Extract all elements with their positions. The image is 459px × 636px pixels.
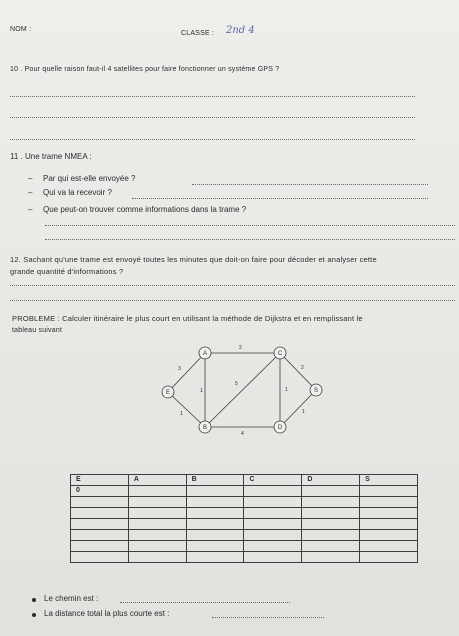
table-row <box>71 486 418 497</box>
bullet-icon <box>32 598 36 602</box>
table-cell <box>302 530 360 541</box>
table-header-cell: C <box>244 475 302 486</box>
classe-handwritten-value: 2nd 4 <box>226 25 255 36</box>
table-header-row <box>71 475 418 486</box>
table-cell <box>186 530 244 541</box>
answer-line <box>192 184 428 185</box>
table-cell <box>71 519 129 530</box>
table-cell <box>128 519 186 530</box>
table-cell <box>71 541 129 552</box>
question-11-item-1: Par qui est-elle envoyée ? <box>43 174 136 183</box>
table-cell <box>128 552 186 563</box>
table-header-cell: E <box>71 475 129 486</box>
answer-line <box>10 96 415 97</box>
weight-a-c: 2 <box>239 345 242 351</box>
table-cell <box>302 508 360 519</box>
table-cell <box>302 541 360 552</box>
question-11-item-2: Qui va la recevoir ? <box>43 188 112 197</box>
answer-line <box>45 225 455 226</box>
table-row <box>71 552 418 563</box>
distance-label: La distance total la plus courte est : <box>44 609 170 618</box>
table-cell <box>186 486 244 497</box>
node-s-label: S <box>313 388 319 394</box>
weight-e-b: 1 <box>180 411 183 417</box>
dash-marker: – <box>28 205 33 214</box>
answer-line <box>10 117 415 118</box>
nom-label: NOM : <box>10 26 32 33</box>
weight-b-c: 5 <box>235 381 238 387</box>
table-cell <box>128 497 186 508</box>
table-cell <box>186 497 244 508</box>
answer-line <box>132 198 428 199</box>
table-cell <box>128 530 186 541</box>
answer-line <box>10 139 415 140</box>
weight-a-b: 1 <box>200 388 203 394</box>
table-cell <box>302 519 360 530</box>
table-header-cell: A <box>128 475 186 486</box>
table-cell <box>186 519 244 530</box>
answer-line <box>120 602 290 603</box>
table-row <box>71 497 418 508</box>
table-header-cell: B <box>186 475 244 486</box>
table-cell <box>360 497 418 508</box>
table-cell <box>244 541 302 552</box>
weight-d-s: 1 <box>302 409 305 415</box>
node-d-label: D <box>277 425 283 431</box>
table-cell <box>244 508 302 519</box>
question-12-line-2: grande quantité d'informations ? <box>10 267 124 276</box>
question-10: 10 . Pour quelle raison faut-il 4 satellites pour faire fonctionner un système GPS ? <box>10 66 280 73</box>
table-cell <box>360 530 418 541</box>
weight-e-a: 3 <box>178 366 181 372</box>
table-cell <box>360 508 418 519</box>
table-cell <box>244 552 302 563</box>
answer-line <box>212 617 324 618</box>
table-cell <box>244 530 302 541</box>
table-row <box>71 519 418 530</box>
table-cell <box>128 541 186 552</box>
table-cell <box>244 497 302 508</box>
table-cell <box>71 508 129 519</box>
table-cell <box>244 486 302 497</box>
node-b-label: B <box>202 425 208 431</box>
dash-marker: – <box>28 188 33 197</box>
chemin-label: Le chemin est : <box>44 594 99 603</box>
table-cell <box>186 541 244 552</box>
table-cell <box>302 486 360 497</box>
answer-line <box>45 239 455 240</box>
table-cell <box>244 519 302 530</box>
answer-line <box>10 300 455 301</box>
dash-marker: – <box>28 174 33 183</box>
question-12-line-1: 12. Sachant qu'une trame est envoyé toutes les minutes que doit-on faire pour décoder et analyser cette <box>10 255 377 264</box>
table-header-cell: S <box>360 475 418 486</box>
question-11-item-3: Que peut-on trouver comme informations dans la trame ? <box>43 205 247 214</box>
node-e-label: E <box>165 390 171 396</box>
edge-e-a <box>168 351 208 392</box>
table-cell <box>360 486 418 497</box>
bullet-icon <box>32 613 36 617</box>
table-cell <box>71 497 129 508</box>
table-cell <box>360 541 418 552</box>
table-cell <box>71 530 129 541</box>
table-row <box>71 508 418 519</box>
table-row <box>71 541 418 552</box>
classe-label: CLASSE : <box>181 30 215 37</box>
answer-line <box>10 285 455 286</box>
table-cell <box>186 552 244 563</box>
probleme-line-1: PROBLEME : Calculer itinéraire le plus court en utilisant la méthode de Dijkstra et en remplissant le <box>12 314 363 323</box>
weight-c-s: 2 <box>301 365 304 371</box>
edge-e-b <box>165 390 205 427</box>
dijkstra-table <box>70 474 418 563</box>
table-header-cell: D <box>302 475 360 486</box>
edge-b-c <box>202 351 280 427</box>
dijkstra-graph <box>150 335 340 445</box>
table-cell: 0 <box>71 486 129 497</box>
table-cell <box>302 497 360 508</box>
edge-c-s <box>277 351 316 390</box>
table-cell <box>360 552 418 563</box>
table-row <box>71 530 418 541</box>
graph-edges <box>165 353 319 427</box>
table-cell <box>186 508 244 519</box>
table-cell <box>302 552 360 563</box>
table-cell <box>360 519 418 530</box>
weight-b-d: 4 <box>241 431 244 437</box>
question-11-title: 11 . Une trame NMEA : <box>10 152 92 161</box>
table-cell <box>128 508 186 519</box>
probleme-line-2: tableau suivant <box>12 327 63 334</box>
edge-d-s <box>280 388 319 427</box>
table-cell <box>128 486 186 497</box>
weight-c-d: 1 <box>285 387 288 393</box>
node-a-label: A <box>202 351 208 357</box>
node-c-label: C <box>277 351 283 357</box>
table-cell <box>71 552 129 563</box>
